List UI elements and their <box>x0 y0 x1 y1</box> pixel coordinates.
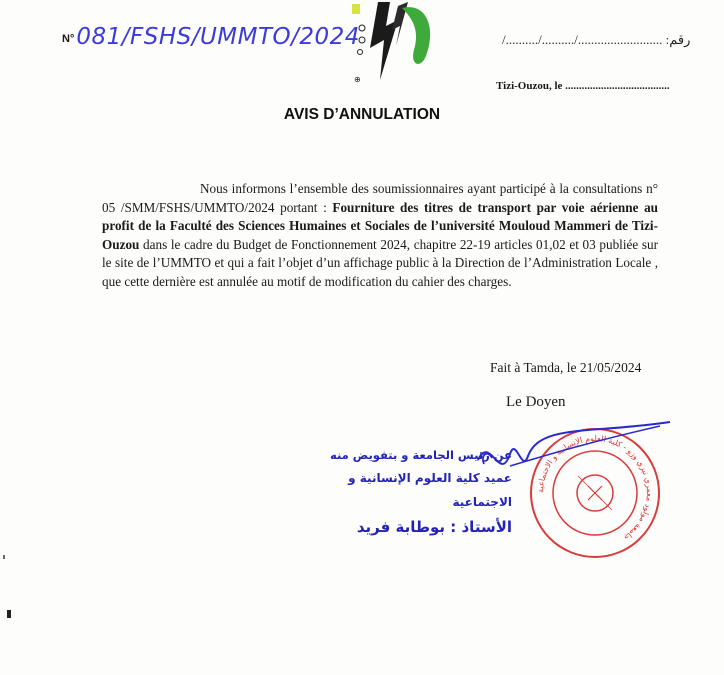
body-intro: Nous informons l’ensemble des soumissionnaires ayant participé à la consultations n° 05 /SMM/FSHS/UMMTO/2024 portant : <box>102 181 658 215</box>
signature-block-arabic <box>312 444 512 540</box>
notice-body <box>102 180 658 292</box>
reference-number <box>62 24 360 50</box>
place-and-date: Fait à Tamda, le 21/05/2024 <box>490 360 642 375</box>
document-title: AVIS D’ANNULATION <box>283 106 441 123</box>
place-date-field: Tizi-Ouzou, le ...................................... <box>496 80 670 92</box>
signature-line-delegation: عن رئيس الجامعة و بتفويض منه <box>329 448 512 462</box>
logo-caption: ⊕ <box>354 75 361 84</box>
signatory-title: Le Doyen <box>506 394 566 410</box>
reference-field-arabic: /........../........../.......................... :رقم <box>502 32 691 47</box>
signature-line-name: الأستاذ : بوطابة فريد <box>356 518 512 536</box>
body-details: dans le cadre du Budget de Fonctionnement 2024, chapitre 22-19 articles 01,02 et 03 publiée sur le site de l’UMMTO et qui a fait l’objet d’un affichage public à la Direction de l’Administration Locale , que cette dernière est annulée au motif de modification du cahier des charges. <box>102 236 658 289</box>
university-logo-icon <box>340 0 440 92</box>
signature-line-dean: عميد كلية العلوم الإنسانية و الاجتماعية <box>348 471 512 509</box>
scan-mark <box>7 610 11 618</box>
stamp-text: جامعة مولود معمري تيزي وزو - كلية العلوم الإنسانية و الاجتماعية <box>535 433 655 543</box>
notice-paragraph <box>102 180 658 292</box>
scan-mark <box>3 555 5 559</box>
reference-prefix: N° <box>62 33 75 45</box>
reference-handwritten: 081/FSHS/UMMTO/2024 <box>76 24 360 50</box>
body-subject: Fourniture des titres de transport par voie aérienne au profit de la Faculté des Sciences Humaines et Sociales de l’université Mouloud Mammeri de Tizi-Ouzou <box>102 199 658 252</box>
